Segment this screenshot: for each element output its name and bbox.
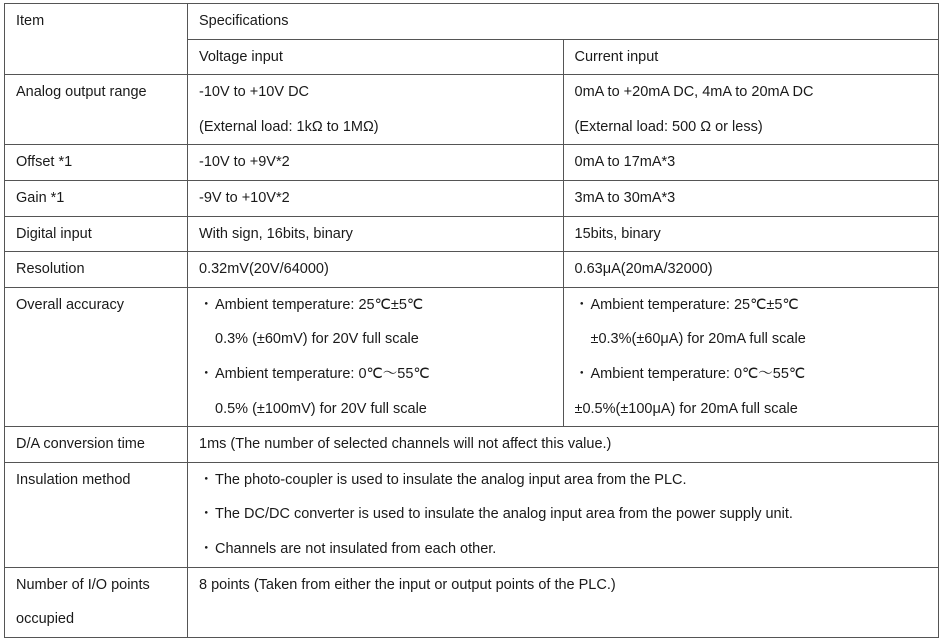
voltage-input-header-cell	[188, 39, 564, 75]
table-row	[5, 287, 939, 426]
specifications-header: Specifications	[199, 13, 289, 29]
voltage-value: -9V to +10V*2	[199, 189, 290, 206]
accuracy-bullet-item	[199, 288, 563, 323]
current-input-header-cell	[563, 39, 939, 75]
row-label-cell	[5, 427, 188, 463]
row-label-cell	[5, 287, 188, 426]
voltage-input-header: Voltage input	[199, 48, 283, 65]
accuracy-value: ±0.5%(±100μA) for 20mA full scale	[574, 400, 798, 417]
voltage-cell	[188, 180, 564, 216]
row-label: Number of I/O points	[16, 576, 150, 593]
bullet-icon: ・	[199, 296, 214, 313]
voltage-cell	[188, 216, 564, 252]
row-label: Analog output range	[16, 84, 147, 101]
voltage-cell	[188, 287, 564, 426]
current-cell	[563, 216, 939, 252]
table-row	[5, 427, 939, 463]
current-value: 15bits, binary	[574, 225, 661, 242]
voltage-cell	[188, 75, 564, 145]
insulation-text: The photo-coupler is used to insulate the analog input area from the PLC.	[215, 471, 687, 488]
table-row	[5, 567, 939, 637]
bullet-icon: ・	[574, 365, 589, 382]
header-row	[5, 4, 939, 40]
value-cell	[188, 462, 939, 567]
specifications-table	[4, 3, 939, 638]
current-value-note: (External load: 500 Ω or less)	[574, 118, 763, 135]
accuracy-condition: Ambient temperature: 0℃～55℃	[590, 365, 806, 382]
accuracy-condition: Ambient temperature: 25℃±5℃	[215, 296, 424, 313]
row-label: Offset *1	[16, 154, 73, 171]
voltage-value: With sign, 16bits, binary	[199, 225, 353, 242]
row-label: Gain *1	[16, 189, 65, 206]
row-label-cell	[5, 75, 188, 145]
current-cell	[563, 252, 939, 288]
row-label-cell	[5, 145, 188, 181]
current-value: 0.63μA(20mA/32000)	[574, 261, 713, 278]
accuracy-value: ±0.3%(±60μA) for 20mA full scale	[590, 331, 806, 348]
insulation-bullet-item	[199, 463, 938, 498]
conversion-time-value: 1ms (The number of selected channels will not affect this value.)	[199, 436, 612, 453]
item-header: Item	[16, 13, 45, 29]
insulation-bullet-item	[199, 497, 938, 532]
accuracy-condition: Ambient temperature: 25℃±5℃	[590, 296, 799, 313]
bullet-icon: ・	[574, 296, 589, 313]
accuracy-bullet-item	[575, 357, 939, 392]
voltage-value: 0.32mV(20V/64000)	[199, 261, 329, 278]
current-cell	[563, 180, 939, 216]
row-label-cell	[5, 180, 188, 216]
current-cell	[563, 287, 939, 426]
row-label-cell	[5, 462, 188, 567]
current-value: 3mA to 30mA*3	[574, 189, 676, 206]
accuracy-value: 0.5% (±100mV) for 20V full scale	[215, 400, 427, 417]
item-header-cell	[5, 4, 188, 75]
bullet-icon: ・	[199, 471, 214, 488]
bullet-icon: ・	[199, 506, 214, 523]
current-input-header: Current input	[574, 48, 659, 65]
insulation-text: Channels are not insulated from each other.	[215, 540, 497, 557]
value-cell	[188, 427, 939, 463]
voltage-value: -10V to +10V DC	[199, 84, 310, 101]
accuracy-bullet-item	[575, 288, 939, 323]
insulation-text: The DC/DC converter is used to insulate the analog input area from the power supply unit.	[215, 506, 793, 523]
table-row	[5, 75, 939, 145]
accuracy-bullet-item	[199, 357, 563, 392]
current-cell	[563, 75, 939, 145]
accuracy-condition: Ambient temperature: 0℃～55℃	[215, 365, 430, 382]
voltage-value: -10V to +9V*2	[199, 154, 290, 171]
table-row	[5, 216, 939, 252]
value-cell	[188, 567, 939, 637]
row-label: Insulation method	[16, 471, 131, 488]
accuracy-value: 0.3% (±60mV) for 20V full scale	[215, 331, 419, 348]
table-row	[5, 252, 939, 288]
table-row	[5, 462, 939, 567]
io-points-value: 8 points (Taken from either the input or output points of the PLC.)	[199, 576, 616, 593]
table-row	[5, 145, 939, 181]
bullet-icon: ・	[199, 540, 214, 557]
bullet-icon: ・	[199, 365, 214, 382]
row-label: Digital input	[16, 225, 92, 242]
row-label: D/A conversion time	[16, 436, 145, 453]
current-value: 0mA to +20mA DC, 4mA to 20mA DC	[574, 84, 814, 101]
voltage-cell	[188, 252, 564, 288]
row-label: Resolution	[16, 261, 85, 278]
row-label-continued: occupied	[16, 611, 75, 628]
voltage-cell	[188, 145, 564, 181]
row-label-cell	[5, 252, 188, 288]
specifications-header-cell	[188, 4, 939, 40]
insulation-bullet-item	[199, 532, 938, 567]
voltage-value-note: (External load: 1kΩ to 1MΩ)	[199, 118, 379, 135]
table-row	[5, 180, 939, 216]
row-label: Overall accuracy	[16, 296, 124, 313]
current-value: 0mA to 17mA*3	[574, 154, 676, 171]
current-cell	[563, 145, 939, 181]
row-label-cell	[5, 567, 188, 637]
row-label-cell	[5, 216, 188, 252]
